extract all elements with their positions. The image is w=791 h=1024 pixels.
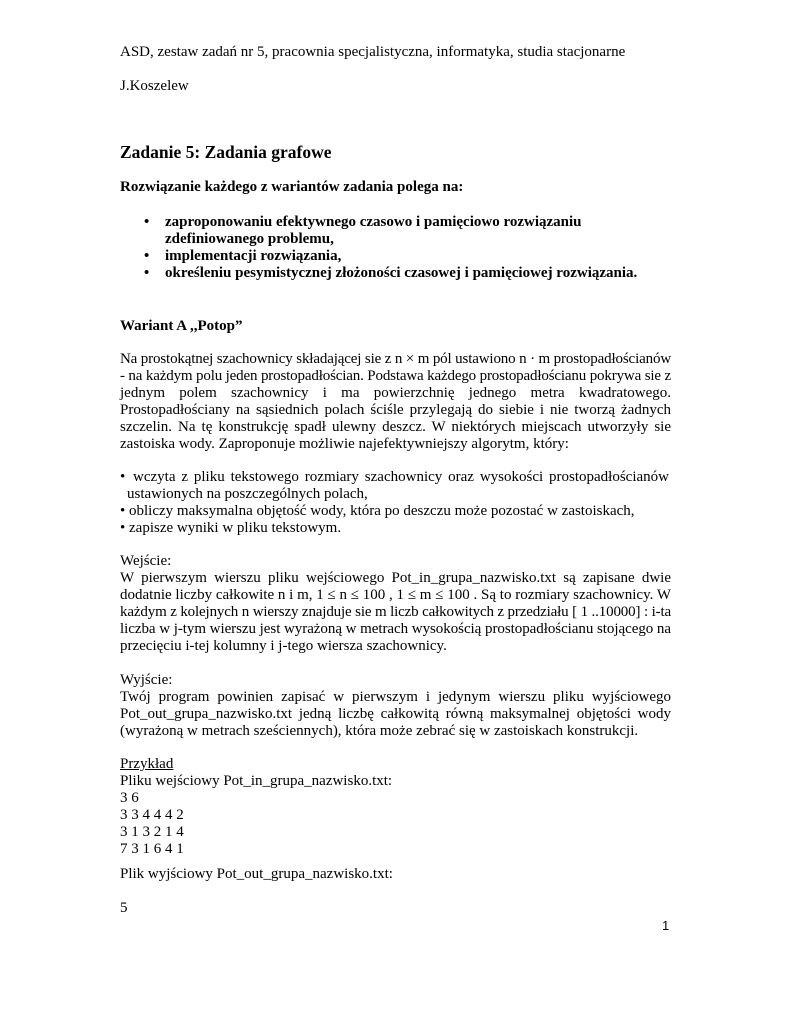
bullet-icon: •	[120, 503, 126, 519]
task-intro: Rozwiązanie każdego z wariantów zadania polega na:	[120, 179, 464, 195]
example-heading: Przykład	[120, 756, 174, 772]
description-line: jednym polem szachownicy i ma powierzchnię jednego metra kwadratowego.	[120, 385, 671, 401]
course-header: ASD, zestaw zadań nr 5, pracownia specjalistyczna, informatyka, studia stacjonarne	[120, 44, 626, 60]
bullet-icon: •	[120, 469, 126, 485]
output-description-line: Twój program powinien zapisać w pierwszym i jedynym wierszu pliku wyjściowego	[120, 689, 671, 705]
page-number: 1	[662, 918, 670, 933]
description-line: szczelin. Na tę konstrukcję spadł ulewny deszcz. W niektórych miejscach utworzyły sie	[120, 419, 671, 435]
step-text: obliczy maksymalna objętość wody, która po deszczu może pozostać w zastoiskach,	[129, 503, 635, 519]
example-output-label: Plik wyjściowy Pot_out_grupa_nazwisko.txt:	[120, 866, 393, 882]
input-description-line: każdym z kolejnych n wierszy znajduje sie m liczb całkowitych z przedziału [ 1 ..10000] : i-ta	[120, 604, 671, 620]
author-name: J.Koszelew	[120, 78, 189, 94]
example-input-data	[120, 790, 184, 858]
description-line: zastoiska wody. Zaproponuje możliwie najefektywniejszy algorytm, który:	[120, 436, 569, 452]
description-line: Na prostokątnej szachownicy składającej sie z n × m pól ustawiono n · m prostopadłościanów	[120, 351, 671, 367]
output-description-line: Pot_out_grupa_nazwisko.txt jedną liczbę całkowitą równą maksymalnej objętości wody	[120, 706, 671, 722]
example-input-label: Pliku wejściowy Pot_in_grupa_nazwisko.txt:	[120, 773, 393, 789]
list-item	[120, 469, 671, 486]
description-line: Prostopadłościany na sąsiednich polach ściśle przylegają do siebie i nie tworzą żadnych	[120, 402, 671, 418]
requirement-item	[144, 214, 684, 248]
bullet-icon: •	[144, 265, 150, 281]
bullet-icon: •	[144, 248, 150, 264]
bullet-icon: •	[144, 214, 150, 230]
output-description	[120, 689, 671, 740]
algorithm-steps	[120, 469, 671, 537]
data-line: 7 3 1 6 4 1	[120, 841, 184, 857]
data-line: 3 1 3 2 1 4	[120, 824, 184, 840]
list-item	[120, 503, 671, 520]
input-label: Wejście:	[120, 553, 172, 569]
input-description	[120, 570, 671, 655]
variant-description	[120, 351, 671, 453]
input-description-line: W pierwszym wierszu pliku wejściowego Pot_in_grupa_nazwisko.txt są zapisane dwie	[120, 570, 671, 586]
requirement-text: określeniu pesymistycznej złożoności czasowej i pamięciowej rozwiązania.	[165, 265, 638, 281]
requirement-item	[144, 248, 684, 265]
list-item	[120, 520, 671, 537]
input-description-line: liczba w j-tym wierszu jest wyrażoną w metrach wysokością prostopadłościanu stojącego na	[120, 621, 671, 637]
data-line: 3 6	[120, 790, 139, 806]
requirement-text: implementacji rozwiązania,	[165, 248, 342, 264]
variant-title: Wariant A ,,Potop”	[120, 318, 243, 334]
requirement-item	[144, 265, 684, 282]
input-description-line: przecięciu i-tej kolumny i j-tego wiersza szachownicy.	[120, 638, 447, 654]
output-description-line: (wyrażoną w metrach sześciennych), która może zebrać się w zastoiskach konstrukcji.	[120, 723, 639, 739]
requirement-text: zaproponowaniu efektywnego czasowo i pamięciowo rozwiązaniu zdefiniowanego problemu,	[165, 214, 582, 247]
example-output-data: 5	[120, 900, 128, 916]
description-line: - na każdym polu jeden prostopadłościan. Podstawa każdego prostopadłościanu pokrywa sie z	[120, 368, 671, 384]
step-text: wczyta z pliku tekstowego rozmiary szachownicy oraz wysokości prostopadłościanów	[133, 469, 670, 485]
output-label: Wyjście:	[120, 672, 173, 688]
step-continuation: ustawionych na poszczególnych polach,	[127, 486, 368, 502]
data-line: 3 3 4 4 4 2	[120, 807, 184, 823]
step-text: zapisze wyniki w pliku tekstowym.	[129, 520, 342, 536]
bullet-icon: •	[120, 520, 126, 536]
task-title: Zadanie 5: Zadania grafowe	[120, 142, 332, 162]
input-description-line: dodatnie liczby całkowite n i m, 1 ≤ n ≤ 100 , 1 ≤ m ≤ 100 . Są to rozmiary szachownicy. W	[120, 587, 671, 603]
